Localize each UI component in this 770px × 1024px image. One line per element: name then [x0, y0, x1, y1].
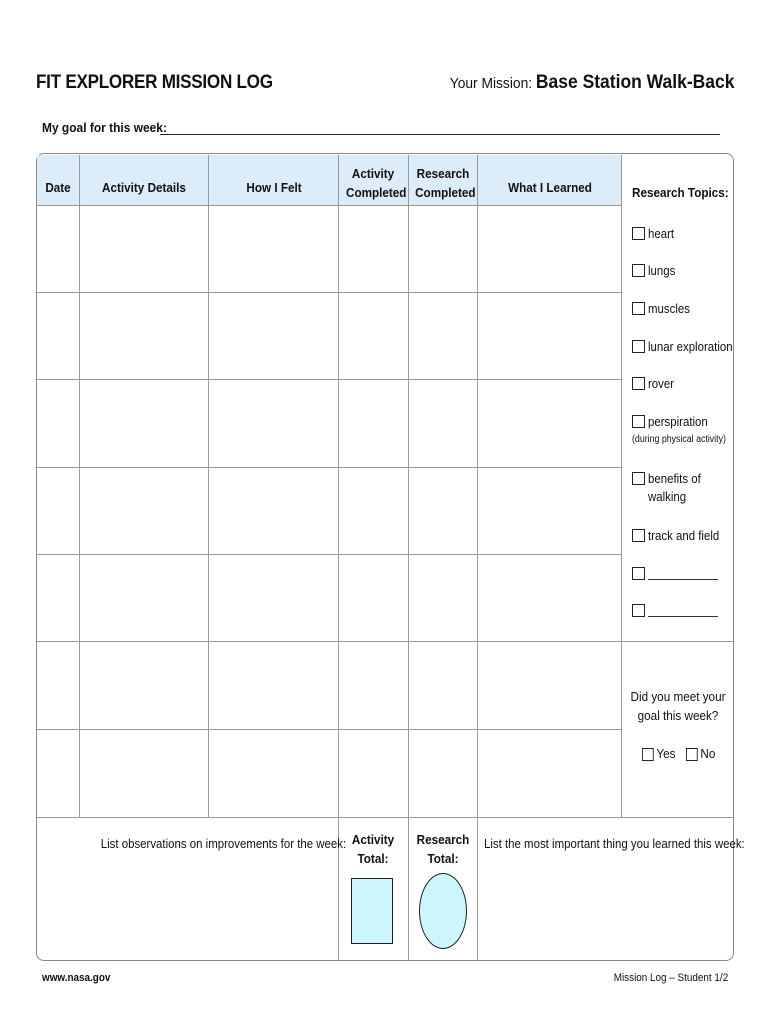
checkbox-icon[interactable]	[632, 567, 645, 580]
grid-line	[621, 155, 622, 817]
goal-question: Did you meet your goal this week?	[630, 689, 726, 723]
checkbox-icon[interactable]	[632, 227, 645, 240]
col-activity-completed: Activity Completed	[346, 166, 407, 200]
topic-benefits-of-walking[interactable]: benefits of walking	[632, 470, 718, 506]
footer-page-info: Mission Log – Student 1/2	[613, 972, 728, 984]
grid-line	[37, 641, 733, 642]
yes-option[interactable]: Yes	[642, 746, 675, 761]
grid-line	[37, 292, 621, 293]
col-how-i-felt: How I Felt	[246, 180, 302, 195]
topic-custom-2[interactable]	[632, 602, 718, 617]
topic-perspiration[interactable]: perspiration	[632, 413, 716, 431]
checkbox-icon[interactable]	[632, 604, 645, 617]
learned-label: List the most important thing you learned this week:	[484, 836, 745, 851]
mission-label: Your Mission:	[449, 75, 532, 92]
activity-total-box[interactable]	[351, 878, 393, 944]
topic-muscles[interactable]: muscles	[632, 300, 696, 318]
activity-total-label: Activity Total:	[351, 832, 395, 866]
grid-line	[37, 817, 733, 818]
grid-line	[37, 205, 621, 206]
blank-line[interactable]	[648, 565, 718, 580]
grid-line	[79, 155, 80, 817]
grid-line	[37, 554, 621, 555]
topic-lunar-exploration[interactable]: lunar exploration	[632, 338, 744, 356]
grid-line	[208, 155, 209, 817]
col-what-i-learned: What I Learned	[508, 180, 592, 195]
footer-website: www.nasa.gov	[42, 972, 111, 984]
topic-heart[interactable]: heart	[632, 225, 678, 243]
goal-input-line[interactable]	[160, 134, 720, 135]
research-total-circle[interactable]	[419, 873, 467, 949]
mission-heading	[449, 72, 734, 94]
observations-label: List observations on improvements for the week:	[100, 836, 347, 851]
checkbox-icon[interactable]	[632, 302, 645, 315]
topic-rover[interactable]: rover	[632, 375, 678, 393]
checkbox-icon[interactable]	[632, 264, 645, 277]
grid-line	[408, 155, 409, 960]
grid-line	[37, 467, 621, 468]
col-date: Date	[45, 180, 71, 195]
perspiration-note: (during physical activity)	[632, 434, 726, 445]
checkbox-icon[interactable]	[632, 529, 645, 542]
grid-line	[477, 155, 478, 960]
grid-line	[37, 379, 621, 380]
col-activity-details: Activity Details	[102, 180, 186, 195]
checkbox-icon[interactable]	[642, 748, 654, 761]
topic-lungs[interactable]: lungs	[632, 262, 679, 280]
page-title: FIT EXPLORER MISSION LOG	[36, 72, 273, 93]
col-research-completed: Research Completed	[415, 166, 476, 200]
research-topics-title: Research Topics:	[632, 185, 729, 200]
grid-line	[37, 729, 621, 730]
topic-track-and-field[interactable]: track and field	[632, 527, 729, 545]
checkbox-icon[interactable]	[632, 472, 645, 485]
checkbox-icon[interactable]	[632, 340, 645, 353]
checkbox-icon[interactable]	[686, 748, 698, 761]
no-option[interactable]: No	[686, 746, 715, 761]
checkbox-icon[interactable]	[632, 415, 645, 428]
topic-custom-1[interactable]	[632, 565, 718, 580]
research-total-label: Research Total:	[416, 832, 470, 866]
checkbox-icon[interactable]	[632, 377, 645, 390]
mission-name: Base Station Walk-Back	[535, 72, 734, 93]
blank-line[interactable]	[648, 602, 718, 617]
goal-label: My goal for this week:	[42, 120, 167, 135]
